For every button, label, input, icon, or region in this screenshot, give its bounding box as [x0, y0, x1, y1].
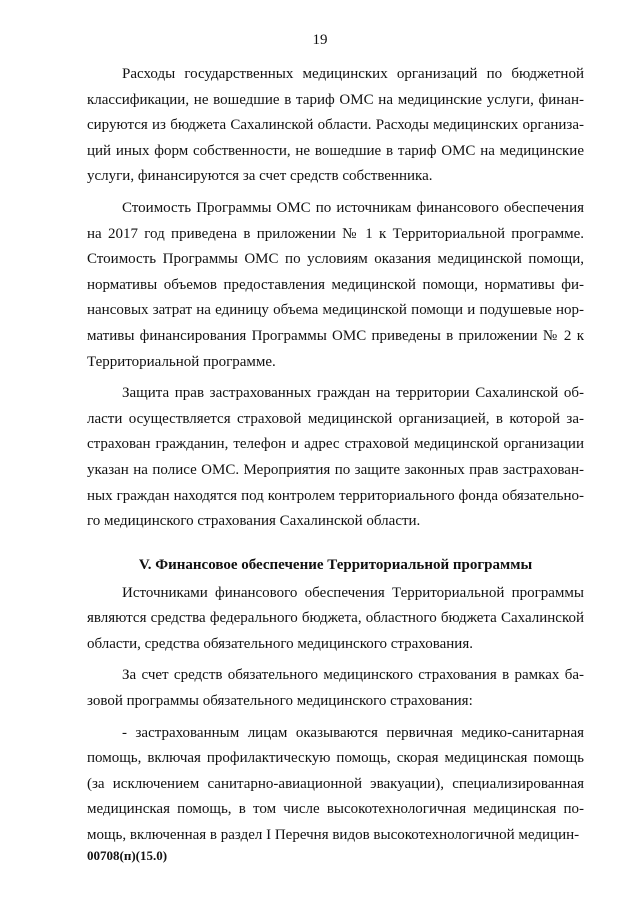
- paragraph-funding-sources: Источниками финансового обеспечения Территориальной программы являются средства федерального бюджета, областного бюджета Сахалинской области, средства обязательного медицинского страхования.: [87, 584, 584, 652]
- document-code: 00708(п)(15.0): [87, 848, 168, 863]
- paragraph-program-cost: Стоимость Программы ОМС по источникам финансового обеспечения на 2017 год приведена в приложении № 1 к Территориальной программе. Стоимость Программы ОМС по условиям оказания медицинской помощи, нормативы объемов предоставления медицинской помощи, нормативы финансовых затрат на единицу объема медицинской помощи и подушевые нормативы финансирования Программы ОМС приведены в приложении № 2 к Территориальной программе.: [87, 199, 584, 370]
- paragraph-expenses: Расходы государственных медицинских организаций по бюджетной классификации, не вошедшие в тариф ОМС на медицинские услуги, финансируются из бюджета Сахалинской области. Расходы медицинских организаций иных форм собственности, не вошедшие в тариф ОМС на медицинские услуги, финансируются за счет средств собственника.: [87, 66, 584, 185]
- page-number: 19: [312, 32, 328, 48]
- paragraph-rights-protection: Защита прав застрахованных граждан на территории Сахалинской области осуществляется страховой медицинской организацией, в которой застрахован гражданин, телефон и адрес страховой медицинской организации указан на полисе ОМС. Мероприятия по защите законных прав застрахованных граждан находятся под контролем территориального фонда обязательного медицинского страхования Сахалинской области.: [87, 385, 584, 530]
- paragraph-oms-funds: За счет средств обязательного медицинского страхования в рамках базовой программы обязательного медицинского страхования:: [87, 667, 584, 710]
- section-heading: V. Финансовое обеспечение Территориальной программы: [138, 556, 533, 573]
- paragraph-insured-care: - застрахованным лицам оказываются первичная медико-санитарная помощь, включая профилактическую помощь, скорая медицинская помощь (за исключением санитарно-авиационной эвакуации), специализированная медицинская помощь, в том числе высокотехнологичная медицинская помощь, включенная в раздел I Перечня видов высокотехнологичной медицин-: [87, 724, 584, 844]
- document-body: [87, 62, 584, 849]
